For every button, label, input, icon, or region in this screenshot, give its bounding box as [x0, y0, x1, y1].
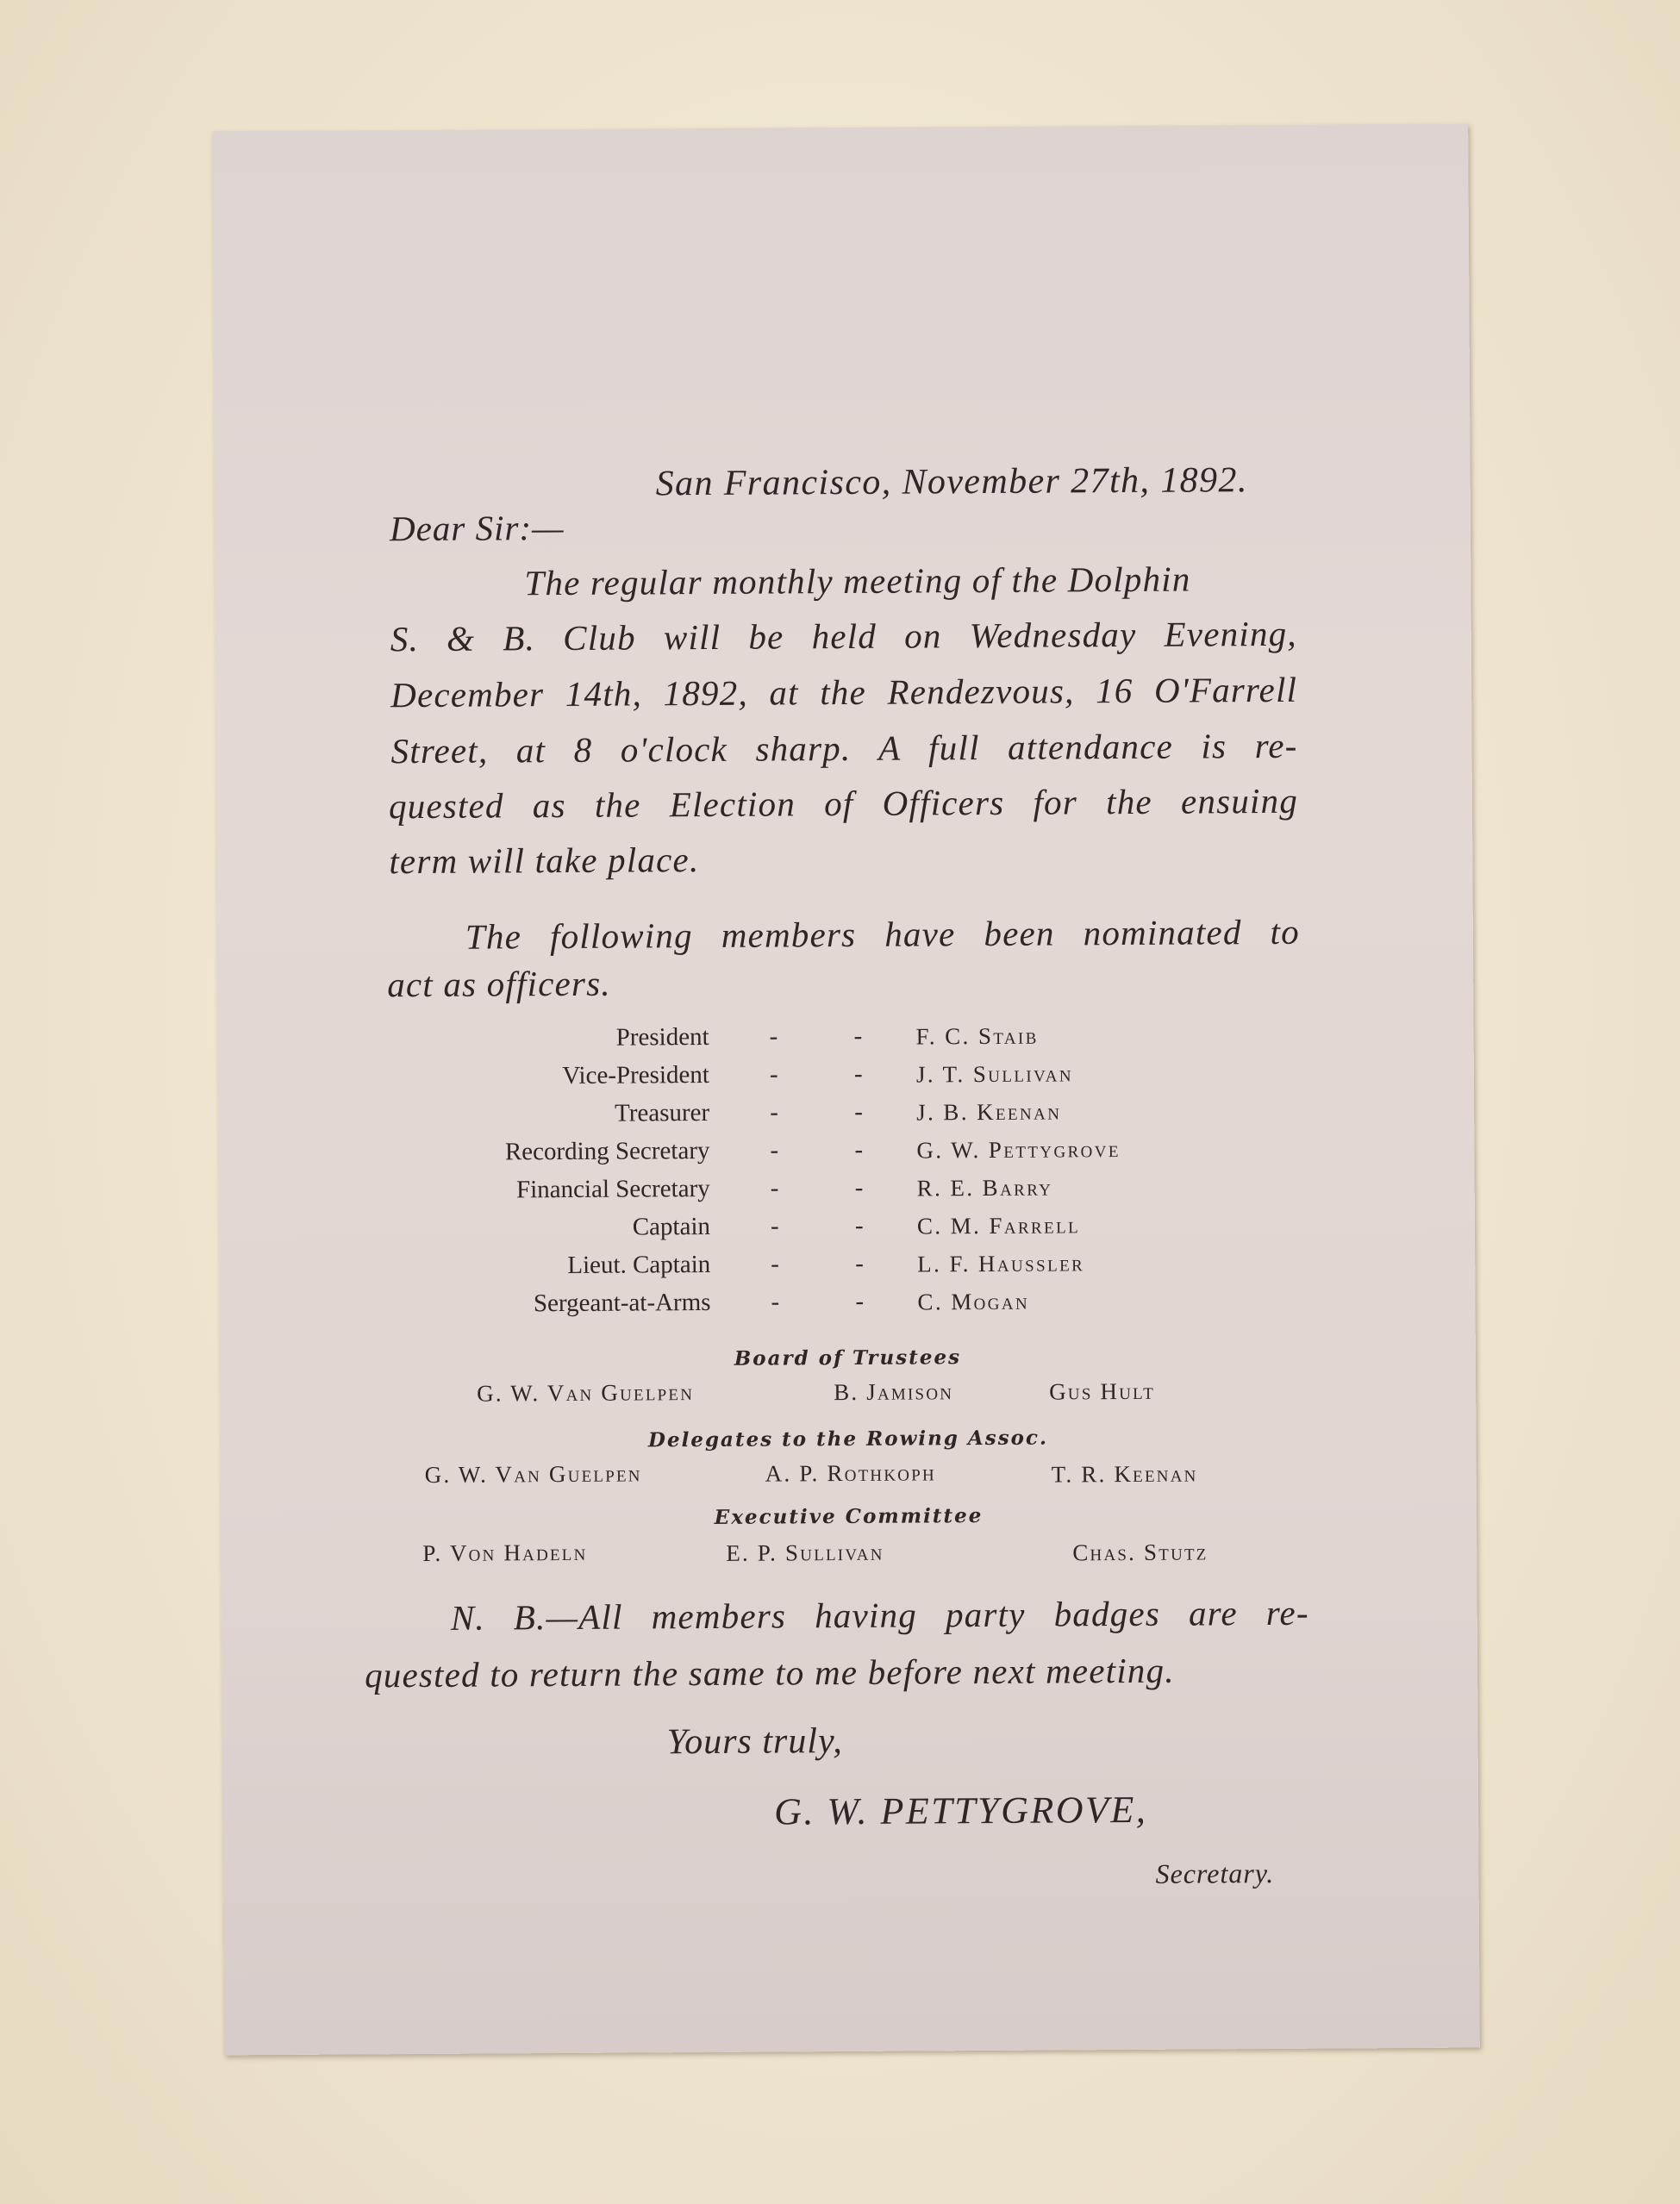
office-title: Treasurer: [614, 1098, 710, 1127]
delegates-heading: Delegates to the Rowing Assoc.: [647, 1426, 1049, 1452]
board-of-trustees-heading: Board of Trustees: [734, 1346, 962, 1370]
dash: -: [853, 1021, 863, 1050]
dash: -: [854, 1135, 864, 1164]
letter-sheet: [212, 124, 1480, 2056]
officer-name: G. W. Pettygrove: [916, 1136, 1121, 1164]
salutation: Dear Sir:—: [389, 507, 565, 549]
dash: -: [769, 1022, 778, 1051]
dash: -: [771, 1250, 780, 1278]
delegate-name: T. R. Keenan: [1051, 1460, 1198, 1488]
office-title: Vice-President: [562, 1060, 709, 1090]
office-title: Captain: [632, 1212, 711, 1241]
officer-name: F. C. Staib: [915, 1022, 1039, 1050]
paragraph1-line1: The regular monthly meeting of the Dolphin: [524, 559, 1191, 603]
dash: -: [770, 1136, 779, 1164]
paragraph1-line6: term will take place.: [389, 840, 700, 882]
dash: -: [855, 1249, 865, 1277]
paragraph2-line1: The following members have been nominated to: [465, 911, 1301, 957]
delegate-name: A. P. Rothkoph: [765, 1459, 936, 1487]
dash: -: [854, 1211, 864, 1239]
nb-line2: quested to return the same to me before next meeting.: [364, 1650, 1175, 1695]
officer-name: J. B. Keenan: [916, 1098, 1062, 1126]
paragraph1-line5: quested as the Election of Officers for the ensuing: [388, 780, 1299, 827]
signature: G. W. PETTYGROVE,: [773, 1788, 1148, 1833]
officer-name: R. E. Barry: [916, 1174, 1053, 1202]
dash: -: [770, 1174, 779, 1202]
committee-name: E. P. Sullivan: [726, 1539, 884, 1566]
office-title: Financial Secretary: [515, 1174, 710, 1204]
dash: -: [853, 1059, 863, 1088]
dash: -: [770, 1098, 778, 1127]
officer-name: C. Mogan: [917, 1288, 1030, 1315]
dash: -: [854, 1097, 863, 1126]
nb-line1: N. B.—All members having party badges are re-: [450, 1592, 1309, 1638]
secretary-title: Secretary.: [1155, 1857, 1275, 1889]
trustee-name: Gus Hult: [1049, 1377, 1156, 1405]
trustee-name: B. Jamison: [834, 1378, 954, 1406]
office-title: Sergeant-at-Arms: [533, 1288, 711, 1318]
committee-name: Chas. Stutz: [1072, 1539, 1208, 1566]
dash: -: [855, 1287, 865, 1315]
dash: -: [854, 1173, 864, 1202]
trustee-name: G. W. Van Guelpen: [477, 1379, 695, 1407]
paragraph2-line2: act as officers.: [387, 963, 611, 1005]
office-title: President: [615, 1022, 709, 1052]
dash: -: [769, 1060, 778, 1089]
office-title: Recording Secretary: [504, 1136, 710, 1166]
committee-name: P. Von Hadeln: [422, 1539, 588, 1567]
office-title: Lieut. Captain: [567, 1250, 711, 1279]
paragraph1-line3: December 14th, 1892, at the Rendezvous, 16 O'Farrell: [390, 669, 1298, 715]
dash: -: [770, 1212, 779, 1240]
dateline: San Francisco, November 27th, 1892.: [655, 460, 1248, 504]
closing: Yours truly,: [666, 1721, 843, 1763]
paragraph1-line4: Street, at 8 o'clock sharp. A full attendance is re-: [390, 725, 1298, 771]
officer-name: C. M. Farrell: [916, 1212, 1081, 1239]
officer-name: L. F. Haussler: [917, 1250, 1085, 1277]
delegate-name: G. W. Van Guelpen: [424, 1460, 642, 1488]
officer-name: J. T. Sullivan: [915, 1060, 1074, 1088]
dash: -: [771, 1288, 780, 1316]
executive-committee-heading: Executive Committee: [714, 1504, 984, 1529]
paragraph1-line2: S. & B. Club will be held on Wednesday Evening,: [390, 613, 1297, 659]
